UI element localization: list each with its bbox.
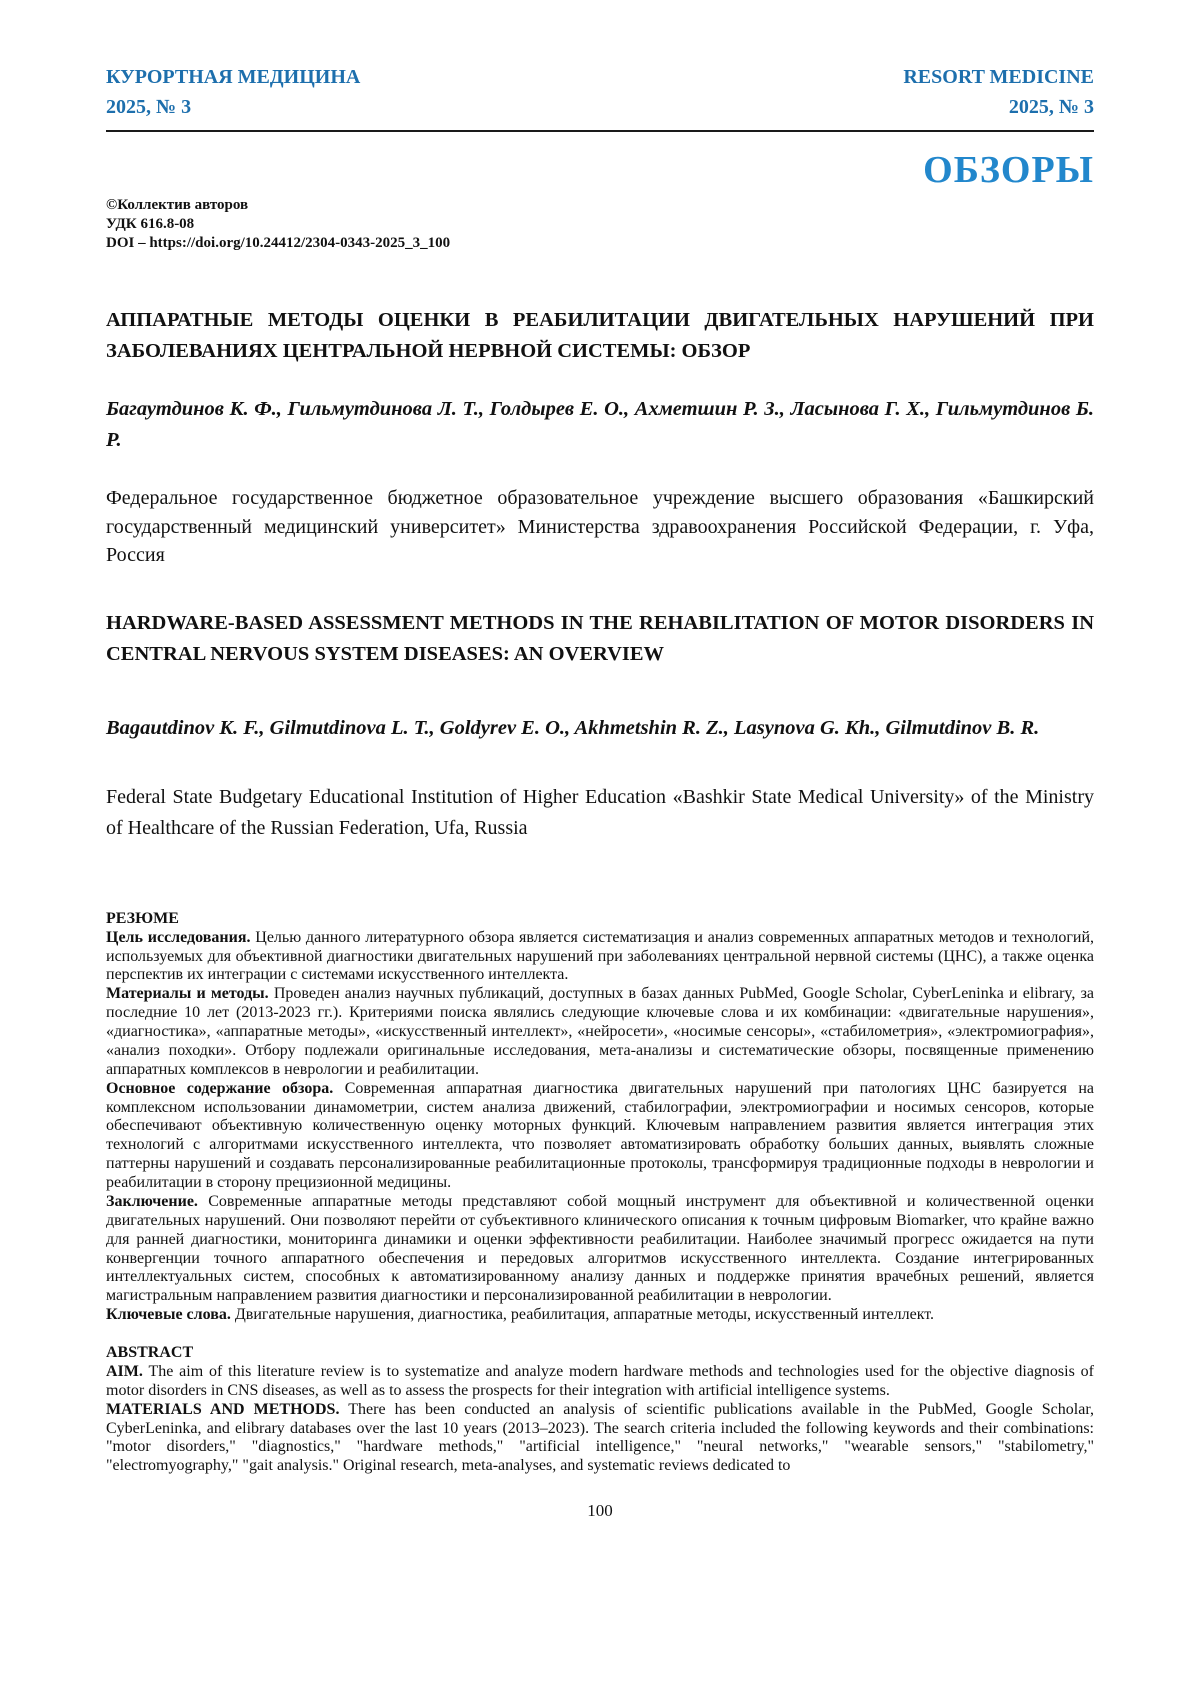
journal-issue-ru: 2025, № 3 — [106, 96, 192, 118]
doi-line: DOI – https://doi.org/10.24412/2304-0343-2025_3_100 — [106, 235, 451, 252]
abstract-paragraph-aim — [106, 1363, 1094, 1401]
affiliation-ru: Федеральное государственное бюджетное образовательное учреждение высшего образования «Башкирский государственный медицинский университет» Министерства здравоохранения Российской Федерации, г. Уфа, Россия — [106, 487, 1094, 567]
authors-ru: Багаутдинов К. Ф., Гильмутдинова Л. Т., Голдырев Е. О., Ахметшин Р. З., Ласынова Г. Х., Гильмутдинов Б. Р. — [106, 397, 1094, 451]
paragraph-label: Цель исследования. — [106, 928, 251, 946]
resume-heading: РЕЗЮМЕ — [106, 909, 179, 927]
section-label: ОБЗОРЫ — [923, 149, 1094, 191]
paragraph-label: MATERIALS AND METHODS. — [106, 1400, 340, 1418]
paragraph-label: Основное содержание обзора. — [106, 1079, 334, 1097]
page-number: 100 — [587, 1501, 613, 1521]
resume-paragraph-content — [106, 1080, 1094, 1193]
paragraph-label: Ключевые слова. — [106, 1306, 231, 1324]
affiliation-en: Federal State Budgetary Educational Institution of Higher Education «Bashkir State Medical University» of the Ministry of Healthcare of the Russian Federation, Ufa, Russia — [106, 785, 1094, 839]
paragraph-text: Современные аппаратные методы представляют собой мощный инструмент для объективной и количественной оценки двигательных нарушений. Они позволяют перейти от субъективного клинического описания к точным цифровым Biomarker, что крайне важно для ранней диагностики, мониторинга динамики и оценки эффективности реабилитации. Наиболее значимый прогресс ожидается на пути конвергенции точного аппаратного обеспечения и передовых алгоритмов искусственного интеллекта. Создание интегрированных интеллектуальных систем, способных к автоматизированному анализу данных и поддержке принятия врачебных решений, является магистральным направлением развития диагностики и персонализированной реабилитации в неврологии. — [106, 1192, 1094, 1305]
journal-title-ru: КУРОРТНАЯ МЕДИЦИНА — [106, 66, 361, 88]
journal-header-right — [903, 62, 1094, 122]
resume-paragraph-methods — [106, 985, 1094, 1079]
resume-paragraph-conclusion — [106, 1193, 1094, 1306]
paragraph-text: Двигательные нарушения, диагностика, реабилитация, аппаратные методы, искусственный интеллект. — [234, 1306, 935, 1324]
journal-title-en: RESORT MEDICINE — [903, 66, 1094, 88]
abstract-paragraph-methods — [106, 1401, 1094, 1477]
paragraph-text: Современная аппаратная диагностика двигательных нарушений при патологиях ЦНС базируется на комплексном использовании динамометрии, систем анализа движений, стабилографии, электромиографии и носимых сенсоров, которые обеспечивают объективную количественную оценку моторных функций. Ключевым направлением развития является интеграция этих технологий с алгоритмами искусственного интеллекта, что позволяет автоматизировать обработку больших данных, выявлять сложные паттерны нарушений и создавать персонализированные реабилитационные протоколы, трансформируя традиционные подходы в неврологии и реабилитации в сторону прецизионной медицины. — [106, 1079, 1095, 1192]
journal-issue-en: 2025, № 3 — [1008, 96, 1094, 118]
journal-header — [106, 62, 1094, 122]
meta-block — [106, 196, 1094, 254]
paragraph-text: Целью данного литературного обзора является систематизация и анализ современных аппаратных методов и технологий, используемых для объективной диагностики двигательных нарушений при заболеваниях центральной нервной системы (ЦНС), а также оценка перспектив их интеграции с системами искусственного интеллекта. — [106, 928, 1095, 984]
header-rule — [106, 130, 1094, 132]
paragraph-text: Проведен анализ научных публикаций, доступных в базах данных PubMed, Google Scholar, CyberLeninka и elibrary, за последние 10 лет (2013-2023 гг.). Критериями поиска являлись следующие ключевые слова и их комбинации: «двигательные нарушения», «диагностика», «аппаратные методы», «искусственный интеллект», «нейросети», «носимые сенсоры», «стабилометрия», «электромиография», «анализ походки». Отбору подлежали оригинальные исследования, мета-анализы и систематические обзоры, посвященные применению аппаратных комплексов в неврологии и реабилитации. — [106, 985, 1094, 1078]
paragraph-text: The aim of this literature review is to systematize and analyze modern hardware methods and technologies used for the objective diagnosis of motor disorders in CNS diseases, as well as to assess the prospects for their integration with artificial intelligence systems. — [106, 1362, 1094, 1399]
abstract-section — [106, 1344, 1094, 1476]
resume-paragraph-keywords — [106, 1306, 1094, 1325]
paragraph-label: Заключение. — [106, 1192, 198, 1210]
paragraph-label: Материалы и методы. — [106, 985, 269, 1003]
paragraph-text: There has been conducted an analysis of scientific publications available in the PubMed, Google Scholar, CyberLeninka, and elibrary databases over the last 10 years (2013–2023). The search criteria included the following keywords and their combinations: "motor disorders," "diagnostics," "hardware methods," "artificial intelligence," "neural networks," "wearable sensors," "stabilometry," "electromyography," "gait analysis." Original research, meta-analyses, and systematic reviews dedicated to — [106, 1400, 1095, 1475]
resume-paragraph-aim — [106, 929, 1094, 986]
paragraph-label: AIM. — [106, 1362, 143, 1380]
copyright-line: ©Коллектив авторов — [106, 196, 249, 213]
authors-en: Bagautdinov K. F., Gilmutdinova L. T., Goldyrev E. O., Akhmetshin R. Z., Lasynova G. Kh., Gilmutdinov B. R. — [106, 717, 1040, 740]
journal-header-left — [106, 62, 360, 122]
article-title-en: HARDWARE-BASED ASSESSMENT METHODS IN THE REHABILITATION OF MOTOR DISORDERS IN CENTRAL NERVOUS SYSTEM DISEASES: AN OVERVIEW — [106, 611, 1094, 666]
abstract-heading: ABSTRACT — [106, 1344, 194, 1362]
resume-section — [106, 910, 1094, 1325]
article-title-ru: АППАРАТНЫЕ МЕТОДЫ ОЦЕНКИ В РЕАБИЛИТАЦИИ ДВИГАТЕЛЬНЫХ НАРУШЕНИЙ ПРИ ЗАБОЛЕВАНИЯХ ЦЕНТРАЛЬНОЙ НЕРВНОЙ СИСТЕМЫ: ОБЗОР — [106, 309, 1094, 363]
udk-line: УДК 616.8-08 — [106, 215, 195, 232]
